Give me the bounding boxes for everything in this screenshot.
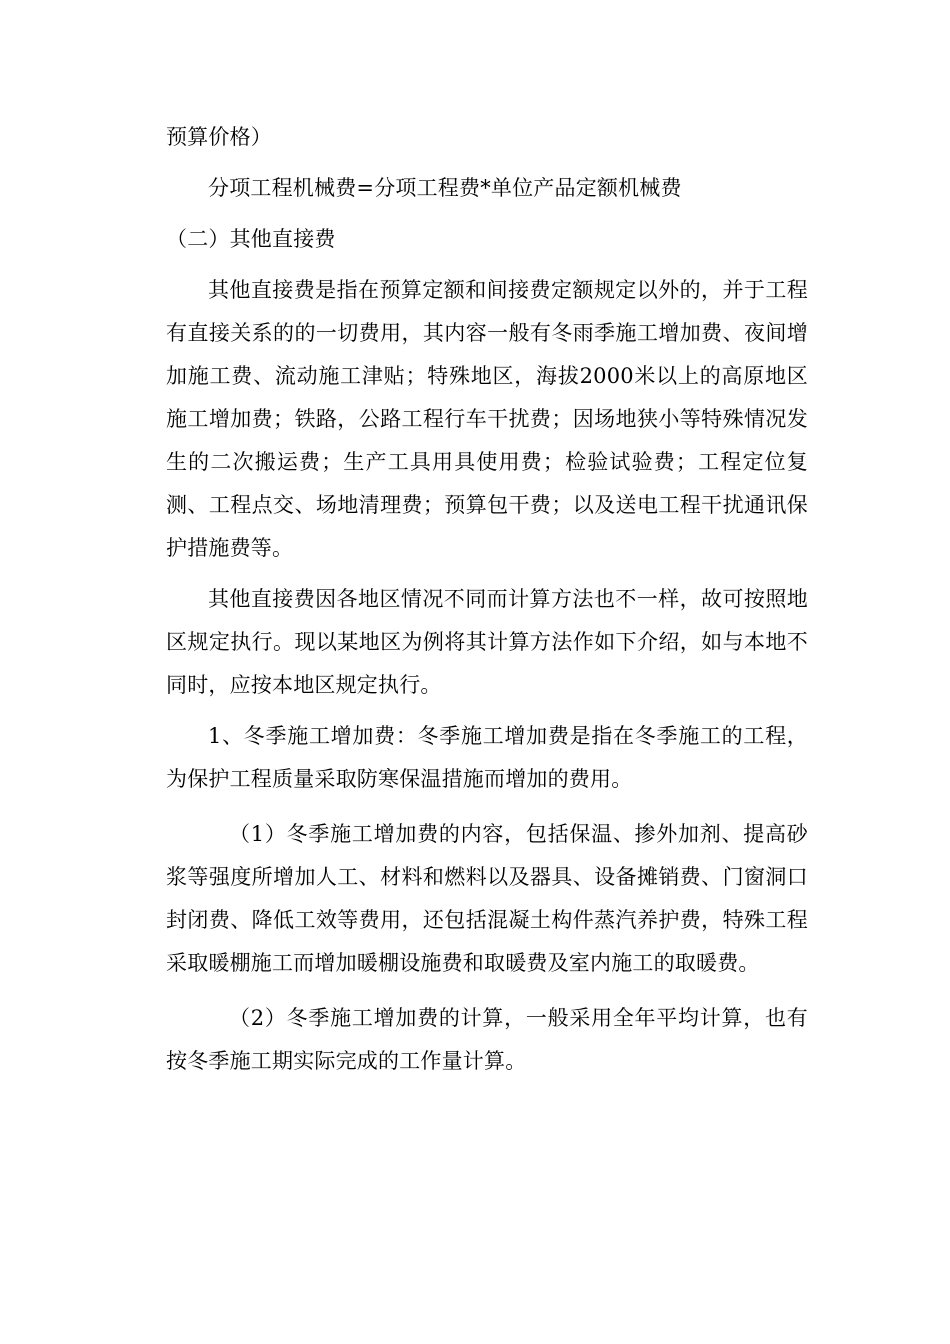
- paragraph-other-direct-fees-definition: 其他直接费是指在预算定额和间接费定额规定以外的，并于工程有直接关系的的一切费用，其内容一般有冬雨季施工增加费、夜间增加施工费、流动施工津贴；特殊地区，海拔2000米以上的高原地区施工增加费；铁路，公路工程行车干扰费；因场地狭小等特殊情况发生的二次搬运费；生产工具用具使用费；检验试验费；工程定位复测、工程点交、场地清理费；预算包干费；以及送电工程干扰通讯保护措施费等。: [166, 278, 808, 560]
- paragraph-regional-calculation: 其他直接费因各地区情况不同而计算方法也不一样，故可按照地区规定执行。现以某地区为例将其计算方法作如下介绍，如与本地不同时，应按本地区规定执行。: [166, 587, 808, 697]
- paragraph-machine-fee-formula: 分项工程机械费=分项工程费*单位产品定额机械费: [208, 176, 682, 200]
- section-heading-other-direct-fees: （二）其他直接费: [166, 227, 336, 251]
- document-body: [166, 116, 808, 1083]
- paragraph-budget-price-tail: 预算价格）: [166, 125, 272, 149]
- paragraph-winter-construction-fee: 1、冬季施工增加费：冬季施工增加费是指在冬季施工的工程，为保护工程质量采取防寒保温措施而增加的费用。: [166, 724, 808, 791]
- paragraph-winter-fee-calculation: （2）冬季施工增加费的计算，一般采用全年平均计算，也有按冬季施工期实际完成的工作量计算。: [166, 1006, 808, 1073]
- paragraph-winter-fee-contents: （1）冬季施工增加费的内容，包括保温、掺外加剂、提高砂浆等强度所增加人工、材料和燃料以及器具、设备摊销费、门窗洞口封闭费、降低工效等费用，还包括混凝土构件蒸汽养护费，特殊工程采取暖棚施工而增加暖棚设施费和取暖费及室内施工的取暖费。: [166, 822, 808, 975]
